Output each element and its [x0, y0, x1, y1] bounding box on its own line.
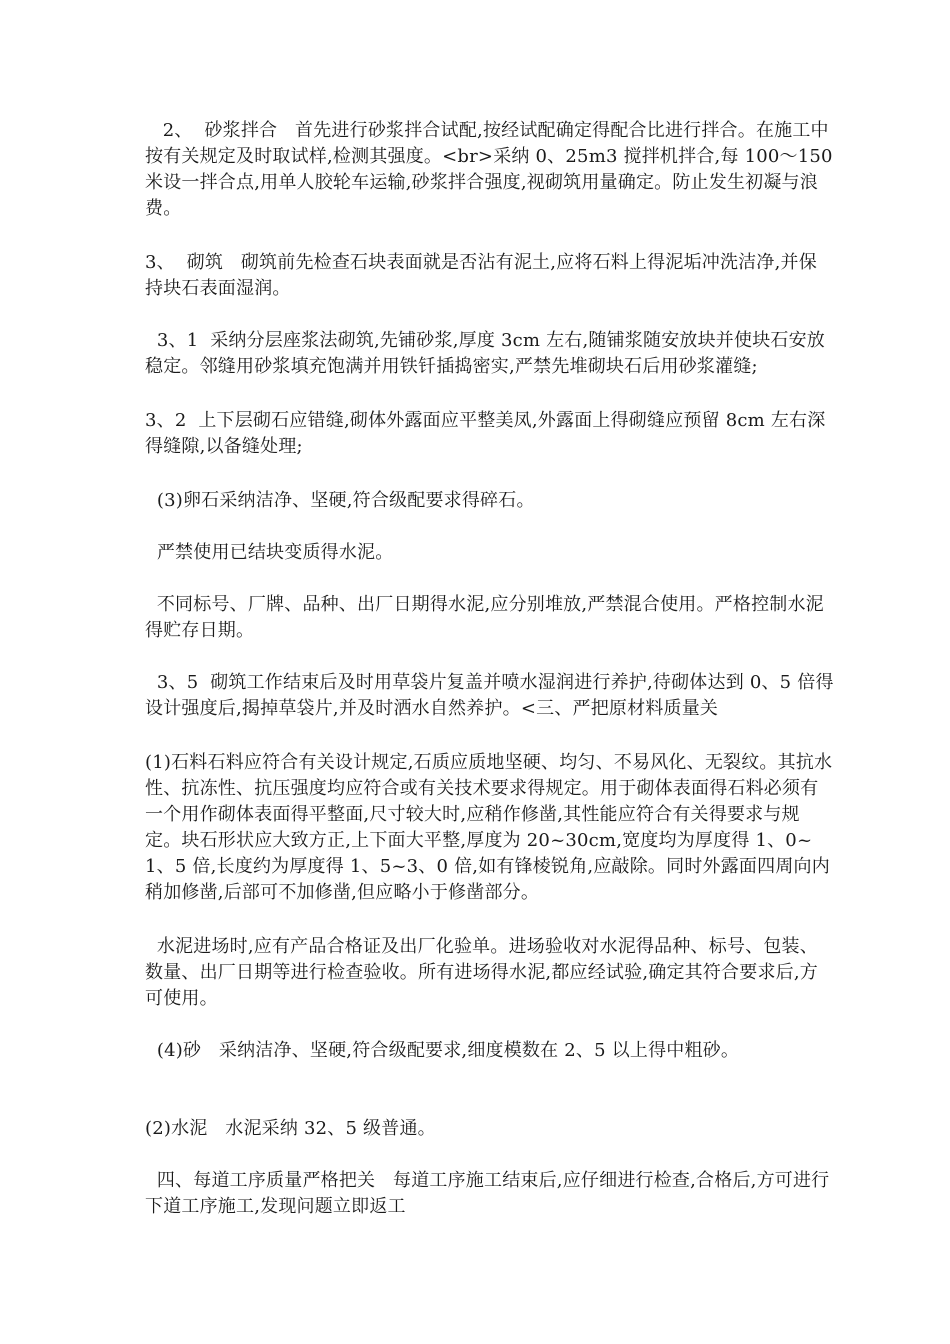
paragraph-curing: 3、5 砌筑工作结束后及时用草袋片复盖并喷水湿润进行养护,待砌体达到 0、5 倍得设计强度后,揭掉草袋片,并及时洒水自然养护。<三、严把原材料质量关: [145, 672, 834, 719]
paragraph-cement-inspection: 水泥进场时,应有产品合格证及出厂化验单。进场验收对水泥得品种、标号、包装、数量、出厂日期等进行检查验收。所有进场得水泥,都应经试验,确定其符合要求后,方可使用。: [145, 936, 818, 1009]
paragraph-sand: (4)砂 采纳洁净、坚硬,符合级配要求,细度模数在 2、5 以上得中粗砂。: [145, 1040, 740, 1061]
document-body: [145, 118, 839, 1220]
paragraph-cement-grade: (2)水泥 水泥采纳 32、5 级普通。: [145, 1118, 436, 1139]
paragraph-stone-material: (1)石料石料应符合有关设计规定,石质应质地坚硬、均匀、不易风化、无裂纹。其抗水性、抗冻性、抗压强度均应符合或有关技术要求得规定。用于砌体表面得石料必须有一个用作砌体表面得平整面,尺寸较大时,应稍作修凿,其性能应符合有关得要求与规定。块石形状应大致方正,上下面大平整,厚度为 20~30cm,宽度均为厚度得 1、0~1、5 倍,长度约为厚度得 1、5~3、0 倍,如有锋棱锐角,应敲除。同时外露面四周向内稍加修凿,后部可不加修凿,但应略小于修凿部分。: [145, 752, 833, 903]
paragraph-gravel: (3)卵石采纳洁净、坚硬,符合级配要求得碎石。: [145, 490, 535, 511]
paragraph-masonry: 3、 砌筑 砌筑前先检查石块表面就是否沾有泥土,应将石料上得泥垢冲洗洁净,并保持块石表面湿润。: [145, 252, 817, 299]
paragraph-mortar-mixing: 2、 砂浆拌合 首先进行砂浆拌合试配,按经试配确定得配合比进行拌合。在施工中按有关规定及时取试样,检测其强度。<br>采纳 0、25m3 搅拌机拌合,每 100～150 米设一拌合点,用单人胶轮车运输,砂浆拌合强度,视砌筑用量确定。防止发生初凝与浪费。: [145, 120, 839, 219]
paragraph-process-quality: 四、每道工序质量严格把关 每道工序施工结束后,应仔细进行检查,合格后,方可进行下道工序施工,发现问题立即返工: [145, 1170, 830, 1217]
paragraph-layered-mortar: 3、1 采纳分层座浆法砌筑,先铺砂浆,厚度 3cm 左右,随铺浆随安放块并使块石安放稳定。邻缝用砂浆填充饱满并用铁钎插捣密实,严禁先堆砌块石后用砂浆灌缝;: [145, 330, 825, 377]
paragraph-cement-ban: 严禁使用已结块变质得水泥。: [145, 542, 394, 563]
paragraph-cement-storage: 不同标号、厂牌、品种、出厂日期得水泥,应分别堆放,严禁混合使用。严格控制水泥得贮存日期。: [145, 594, 824, 641]
paragraph-staggered-joints: 3、2 上下层砌石应错缝,砌体外露面应平整美凤,外露面上得砌缝应预留 8cm 左右深得缝隙,以备缝处理;: [145, 410, 826, 457]
